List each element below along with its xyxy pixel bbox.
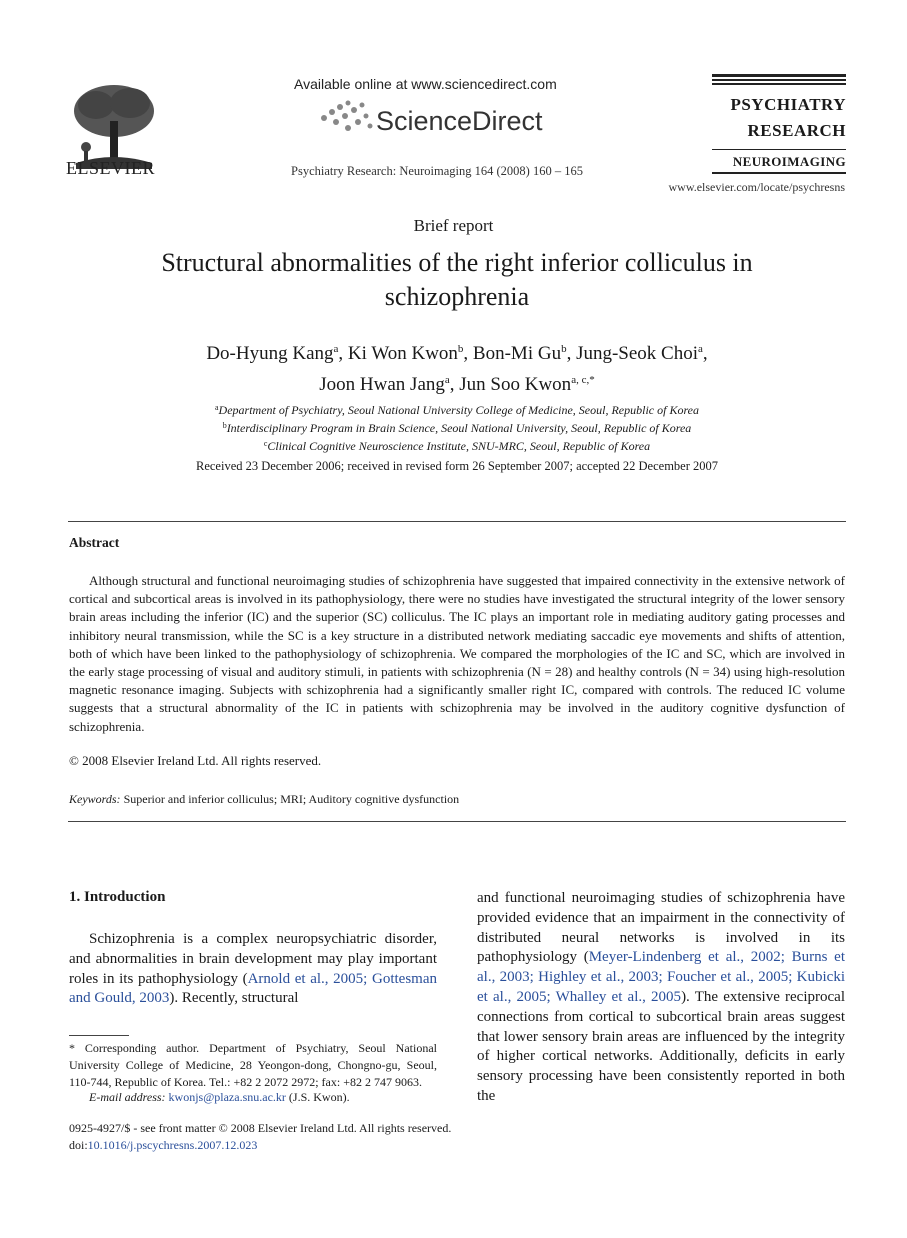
footnote-divider [69, 1035, 129, 1036]
issn-line: 0925-4927/$ - see front matter © 2008 Elsevier Ireland Ltd. All rights reserved. [69, 1121, 452, 1135]
publisher-wordmark: ELSEVIER [66, 158, 155, 178]
affiliations [120, 400, 794, 454]
author-affiliation-mark: a, c,* [571, 374, 595, 386]
journal-name-line-2: RESEARCH [747, 121, 846, 140]
article-type: Brief report [413, 216, 494, 235]
affiliation: $^b$Interdisciplinary Program in Brain Science, Seoul National University, Seoul, Republic of Korea [222, 421, 692, 435]
author-name[interactable]: Joon Hwan Jang [319, 374, 445, 395]
journal-url[interactable]: www.elsevier.com/locate/psychresns [668, 180, 845, 194]
article-title: Structural abnormalities of the right inferior colliculus in schizophrenia [161, 248, 753, 311]
copyright-notice: © 2008 Elsevier Ireland Ltd. All rights reserved. [69, 753, 322, 768]
author-affiliation-mark: a [333, 343, 339, 355]
affiliation: $^c$Clinical Cognitive Neuroscience Institute, SNU-MRC, Seoul, Republic of Korea [263, 439, 651, 453]
doi-link[interactable]: 10.1016/j.pscychresns.2007.12.023 [87, 1138, 258, 1152]
author-affiliation-mark: a [698, 343, 703, 355]
divider [68, 521, 846, 522]
email-label: E-mail address: [89, 1090, 166, 1104]
journal-citation: Psychiatry Research: Neuroimaging 164 (2008) 160 – 165 [291, 164, 583, 178]
issn-doi-block [69, 1120, 451, 1154]
article-history-dates: Received 23 December 2006; received in revised form 26 September 2007; accepted 22 December 2007 [195, 459, 719, 473]
journal-masthead [712, 74, 846, 176]
intro-paragraph-right: and functional neuroimaging studies of schizophrenia have provided evidence that an impairment in the connectivity of distributed neural networks is involved in its pathophysiology (Meyer-Lindenberg et al., 2002; Burns et al., 2003; Highley et al., 2003; Foucher et al., 2005; Kubicki et al., 2005; Whalley et al., 2005). The extensive reciprocal connections from cortical to subcortical brain areas suggest that lower sensory brain areas are influenced by the integrity of higher cortical networks. Additionally, deficits in early sensory processing have been consistently reported in both the [477, 890, 845, 1104]
author-list: Do-Hyung Kang$^a$, Ki Won Kwon$^b$, Bon-Mi Gu$^b$, Jung-Seok Choi$^a$, Joon Hwan Jang$^a$, Jun Soo Kwon$^{a, c,*}$ [206, 343, 708, 395]
doi-line: doi:10.1016/j.pscychresns.2007.12.023 [69, 1138, 258, 1152]
journal-section-name: NEUROIMAGING [712, 149, 846, 170]
keywords-label: Keywords: [69, 792, 121, 806]
author-name[interactable]: Jung-Seok Choi [576, 343, 699, 364]
sciencedirect-logo [318, 98, 558, 138]
sciencedirect-wordmark: ScienceDirect [376, 106, 543, 136]
affiliation: $^a$Department of Psychiatry, Seoul National University College of Medicine, Seoul, Republic of Korea [214, 403, 700, 417]
author-affiliation-mark: a [444, 374, 450, 386]
abstract-heading: Abstract [69, 535, 120, 550]
email-footnote: E-mail address: kwonjs@plaza.snu.ac.kr (J.S. Kwon). [89, 1090, 350, 1104]
corresponding-author-footnote: * Corresponding author. Department of Psychiatry, Seoul National University College of Medicine, 28 Yeongon-dong, Chongno-gu, Seoul, 110-744, Republic of Korea. Tel.: +82 2 2072 2972; fax: +82 2 747 9063. [69, 1041, 437, 1089]
available-online-text: Available online at www.sciencedirect.com [294, 76, 557, 92]
author-name[interactable]: Jun Soo Kwon [459, 374, 572, 395]
reference-link[interactable]: Meyer-Lindenberg et al., 2002; Burns et al., 2003; Highley et al., 2003; Foucher et al., 2005; Kubicki et al., 2005; Whalley et al., 2005 [477, 949, 845, 1005]
author-name[interactable]: Bon-Mi Gu [472, 343, 562, 364]
author-name[interactable]: Do-Hyung Kang [206, 343, 334, 364]
intro-paragraph-left: Schizophrenia is a complex neuropsychiatric disorder, and abnormalities in brain development may play important roles in its pathophysiology (Arnold et al., 2005; Gottesman and Gould, 2003). Recently, structural [69, 931, 437, 1007]
section-heading: 1. Introduction [69, 889, 166, 905]
email-link[interactable]: kwonjs@plaza.snu.ac.kr [168, 1090, 286, 1104]
keywords-list: Superior and inferior colliculus; MRI; Auditory cognitive dysfunction [123, 792, 460, 806]
author-name[interactable]: Ki Won Kwon [347, 343, 458, 364]
keywords [69, 792, 459, 807]
divider [68, 821, 846, 822]
journal-name-line-1: PSYCHIATRY [730, 95, 846, 114]
author-affiliation-mark: b [561, 343, 567, 355]
abstract-text: Although structural and functional neuroimaging studies of schizophrenia have suggested that impaired connectivity in the extensive network of cortical and subcortical areas is involved in its pathophysiology, there were no studies have investigated the structural integrity of the lower sensory brain areas including the inferior (IC) and the superior (SC) colliculus. The IC plays an important role in mediating auditory gating processes and inhibitory neural transmission, while the SC is a key structure in a distributed network mediating saccadic eye movements and shifts of attention, both of which have been linked to the pathophysiology of schizophrenia. We compared the morphologies of the IC and SC, which are involved in the early stage processing of visual and auditory stimuli, in patients with schizophrenia (N = 28) and healthy controls (N = 34) using high-resolution magnetic resonance imaging. Subjects with schizophrenia had a significantly smaller right IC, compared with controls. The reduced IC volume suggests that a structural abnormality of the IC in patients with schizophrenia may be involved in the auditory cognitive dysfunction of schizophrenia. [69, 573, 845, 734]
author-affiliation-mark: b [457, 343, 464, 355]
reference-link[interactable]: Arnold et al., 2005; Gottesman and Gould, 2003 [69, 970, 437, 1007]
